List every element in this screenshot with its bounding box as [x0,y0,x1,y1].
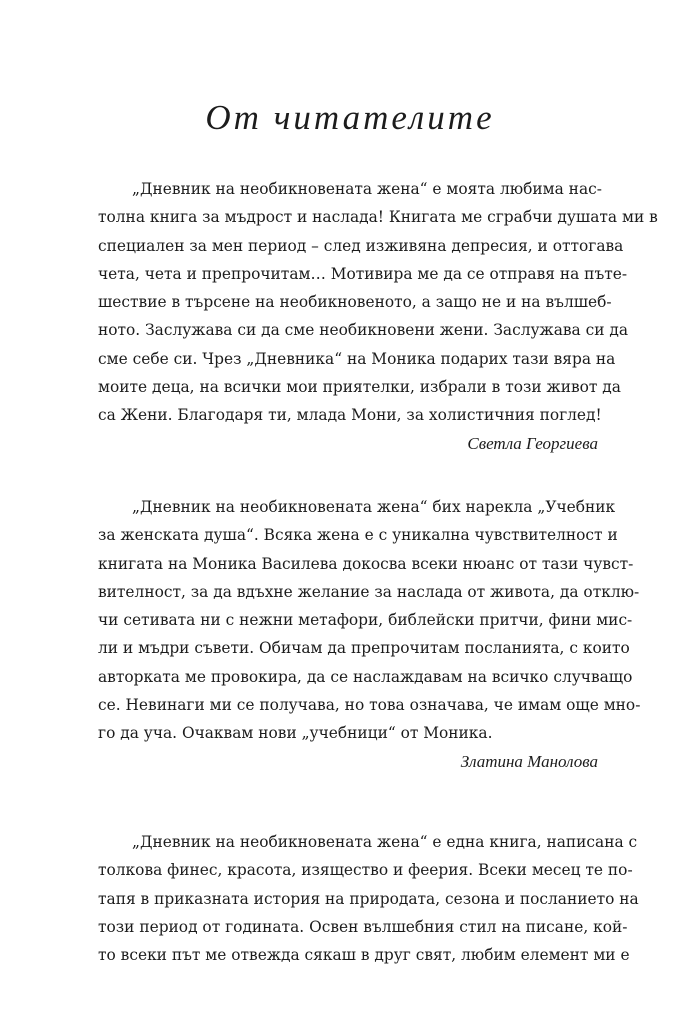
review-text-line: чета, чета и препрочитам… Мотивира ме да се отправя на пъте- [98,264,628,283]
review-text-line: се. Невинаги ми се получава, но това означава, че имам още мно- [98,696,641,715]
review-text-line: авторката ме провокира, да се наслаждавам на всичко случващо [98,667,633,686]
review-text-line: толна книга за мъдрост и наслада! Книгата ме сграбчи душата ми в [98,208,658,227]
page-title: От читателите [205,98,495,137]
review-text-line: „Дневник на необикновената жена“ е една книга, написана с [132,833,638,851]
review-text-line: за женската душа“. Всяка жена е с уникална чувствителност и [98,526,618,545]
review-3 [98,828,639,969]
review-text-line: книгата на Моника Василева докосва всеки нюанс от тази чувст- [98,554,634,573]
review-text-line: чи сетивата ни с нежни метафори, библейски притчи, фини мис- [98,611,633,630]
review-text-line: вителност, за да вдъхне желание за наслада от живота, да отклю- [98,582,640,601]
review-text-line: то всеки път ме отвежда сякаш в друг свят, любим елемент ми е [98,946,630,965]
review-author: Светла Георгиева [467,433,598,453]
review-text-line: са Жени. Благодаря ти, млада Мони, за холистичния поглед! [98,406,602,425]
review-author: Златина Манолова [460,751,598,771]
review-text-line: сме себе си. Чрез „Дневника“ на Моника подарих тази вяра на [98,349,616,368]
review-text-line: моите деца, на всички мои приятелки, избрали в този живот да [98,378,621,397]
review-text-line: „Дневник на необикновената жена“ е моята любима нас- [132,180,602,198]
review-text-line: толкова финес, красота, изящество и феерия. Всеки месец те по- [98,861,633,880]
review-1 [98,175,658,458]
review-text-line: „Дневник на необикновената жена“ бих нарекла „Учебник [132,498,616,516]
review-text-line: тапя в приказната история на природата, сезона и посланието на [98,889,639,908]
review-text-line: го да уча. Очаквам нови „учебници“ от Моника. [98,724,493,743]
review-text-line: специален за мен период – след изживяна депресия, и оттогава [98,236,624,255]
review-text-line: ли и мъдри съвети. Обичам да препрочитам посланията, с които [98,639,630,658]
review-text-line: шествие в търсене на необикновеното, а защо не и на вълшеб- [98,293,612,312]
review-text-line: ното. Заслужава си да сме необикновени жени. Заслужава си да [98,321,629,340]
review-2 [98,493,641,776]
review-text-line: този период от годината. Освен вълшебния стил на писане, кой- [98,917,628,936]
